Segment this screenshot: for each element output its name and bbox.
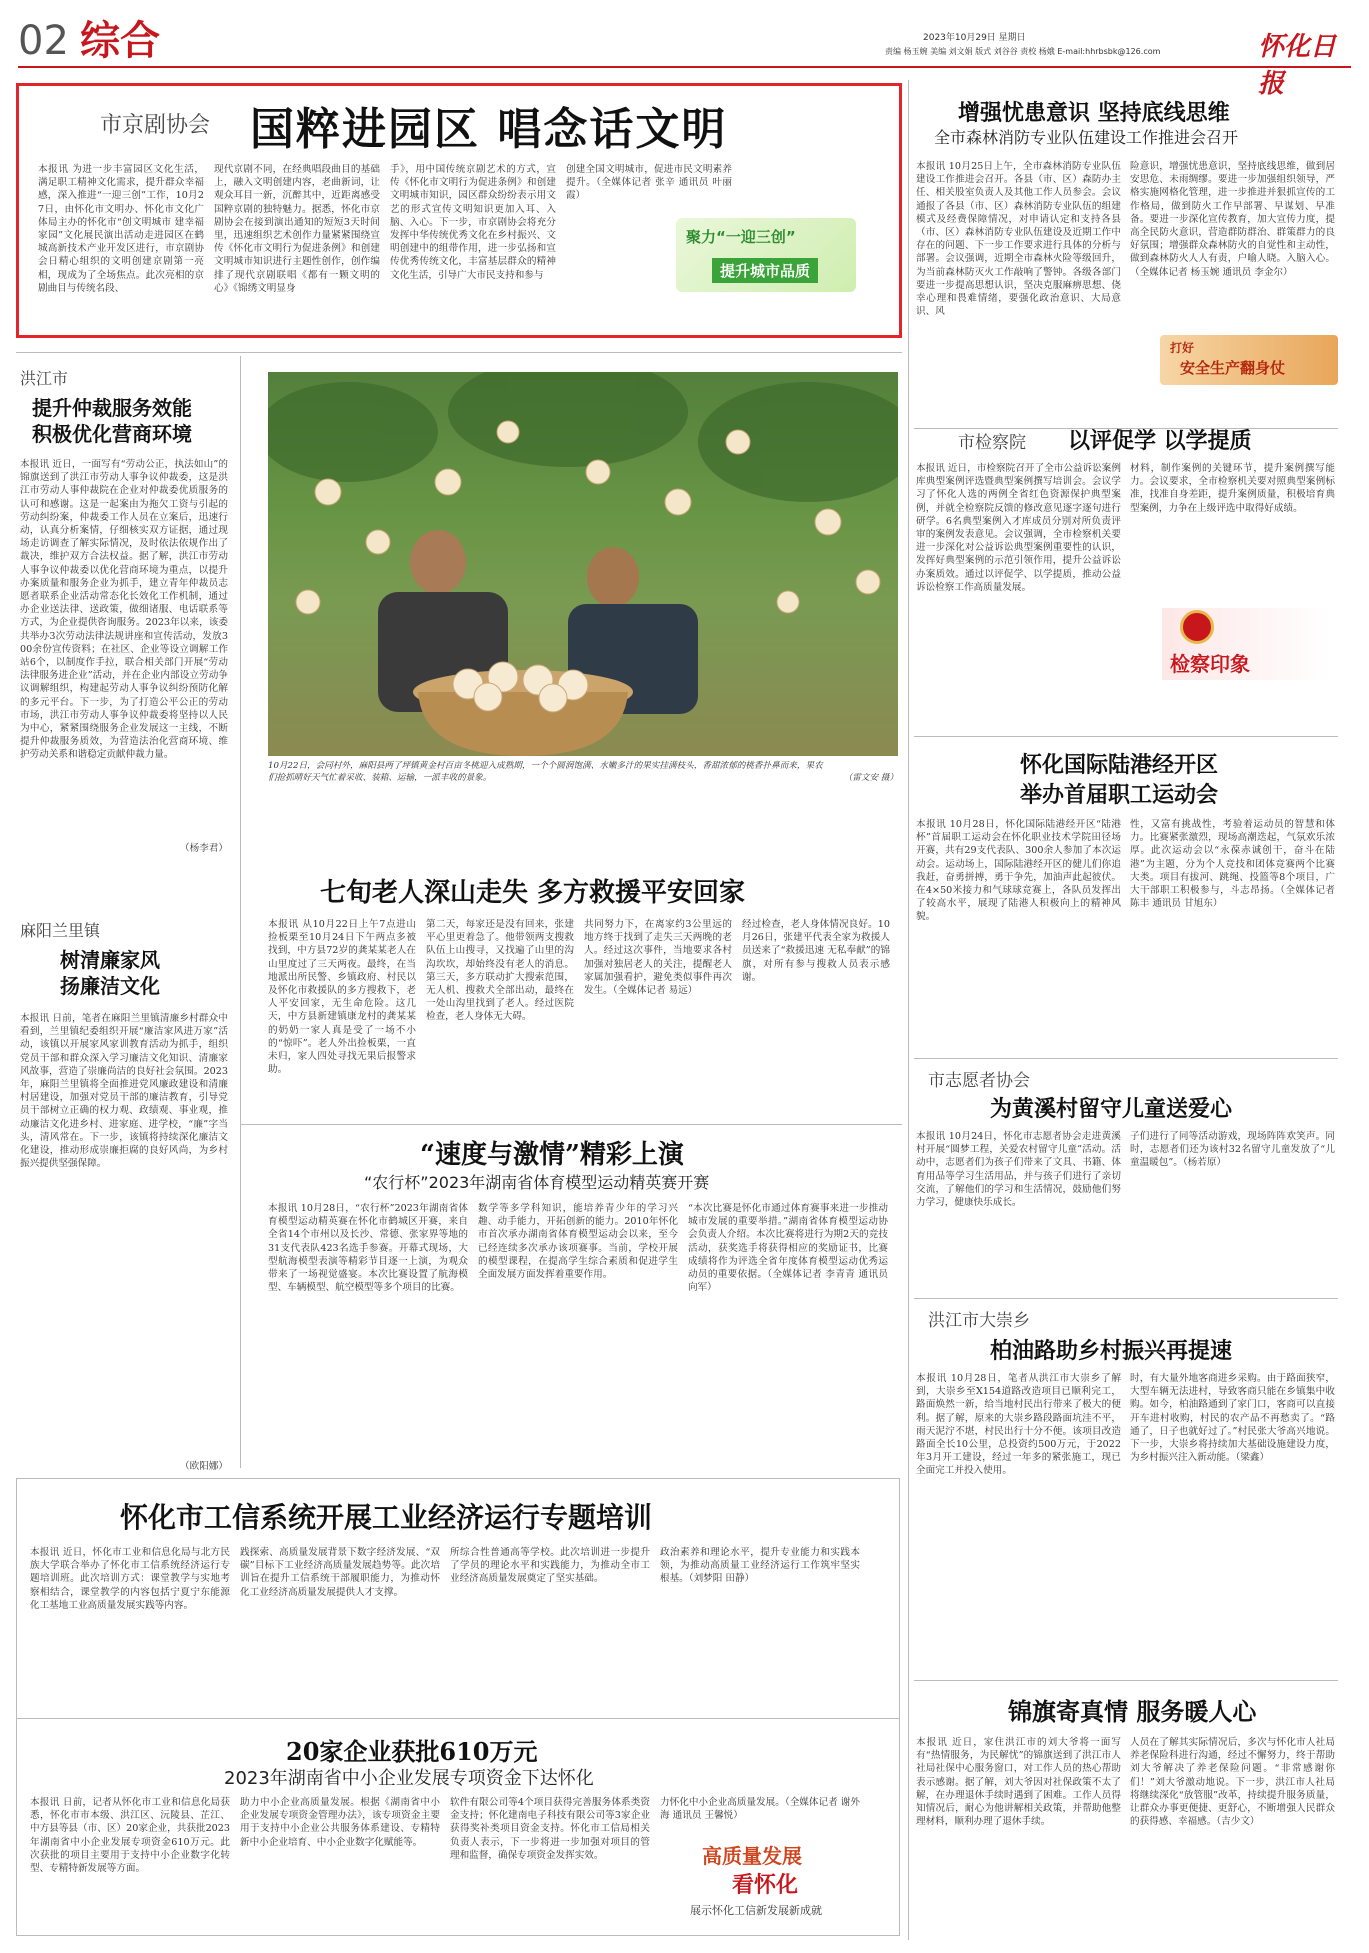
badge-label: 检察印象 — [1170, 652, 1250, 676]
article-body-col: 现代京剧不同，在经典唱段曲目的基础上，融入文明创建内容，老曲新词，让观众耳目一新，沉醉其中，近距离感受国粹京剧的独特魅力。据悉，怀化市京剧协会在接到演出通知的短短3天时间里，迅速组织艺术创作力量紧紧围绕宣传《怀化市文明行为促进条例》和创建文明城市知识进行主题性创作，创作编排了现代京剧联唱《都有一颗文明的心》《锦绣文明显身 — [214, 164, 380, 294]
article-body-col: 时，有大量外地客商进乡采购。由于路面狭窄，大型车辆无法进村，导致客商只能在乡镇集中收购。如今，柏油路通到了家门口，客商可以直接开车进村收购，村民的农产品不再愁卖了。“路通了，日子也就好过了。”村民张大爷高兴地说。下一步，大崇乡将持续加大基础设施建设力度，为乡村振兴注入新动能。（梁鑫） — [1130, 1373, 1335, 1464]
article-body-col: 本报讯 近日，家住洪江市的刘大爷将一面写有“热情服务，为民解忧”的锦旗送到了洪江市人社局社保中心服务窗口，对工作人员的热心帮助表示感谢。据了解，刘大爷因对社保政策不太了解，在办理退休手续时遇到了困难。工作人员得知情况后，耐心为他讲解相关政策，并帮助他整理材料，顺利办理了退休手续。 — [916, 1737, 1121, 1828]
masthead — [18, 18, 1351, 99]
article-headline: “速度与激情”精彩上演 — [420, 1140, 684, 1170]
article-body-col: 本报讯 日前，记者从怀化市工业和信息化局获悉，怀化市市本级、洪江区、沅陵县、芷江、中方县等县（市、区）20家企业，共获批2023年湖南省中小企业发展专项资金610万元。此次获批的项目主要用于支持中小企业数字化转型、专精特新发展等方面。 — [30, 1797, 230, 1875]
article-body-col: 软件有限公司等4个项目获得完善服务体系类资金支持；怀化建南电子科技有限公司等3家企业获得奖补类项目资金支持。怀化市工信局相关负责人表示，下一步将进一步加强对项目的管理和监督，确保专项资金发挥实效。 — [450, 1797, 650, 1861]
article-headline: 提升仲裁服务效能 — [32, 396, 192, 420]
newspaper-logo: 怀化日报 — [1258, 32, 1337, 99]
article-kicker: 麻阳兰里镇 — [20, 921, 101, 940]
article-headline: 怀化国际陆港经开区 — [1020, 752, 1219, 778]
article-kicker: 洪江市 — [20, 369, 69, 388]
article-body: 本报讯 日前，笔者在麻阳兰里镇清廉乡村群众中看到，兰里镇纪委组织开展“廉洁家风进万家”活动，该镇以开展家风家训教育活动为抓手，组织党员干部和群众深入学习廉洁文化知识、清廉家风故事，营造了崇廉尚洁的良好社会氛围。2023年，麻阳兰里镇将全面推进党风廉政建设和清廉村居建设，加强对党员干部的廉洁教育，引导党员干部树立正确的权力观、政绩观、事业观，推动廉洁文化进乡村、进家庭、进学校，“廉”字当头，清风常在。下一步，该镇将持续深化廉洁文化建设，推动形成崇廉拒腐的良好风尚，为乡村振兴提供坚强保障。 — [20, 1013, 228, 1170]
article-body-col: 创建全国文明城市，促进市民文明素养提升。（全媒体记者 张辛 通讯员 叶丽霞） — [566, 164, 732, 202]
article-body-col: 经过检查，老人身体情况良好。10月26日，张建平代表全家为救援人员送来了“救援迅速 无私奉献”的锦旗，对所有参与搜救人员表示感谢。 — [742, 919, 890, 983]
procuratorate-badge — [1162, 608, 1332, 680]
article-headline: 以评促学 以学提质 — [1068, 428, 1252, 454]
article-kicker: 洪江市大崇乡 — [928, 1311, 1030, 1331]
article-body-col: 本报讯 10月24日，怀化市志愿者协会走进黄溪村开展“圆梦工程，关爱农村留守儿童”活动。活动中，志愿者们为孩子们带来了文具、书籍、体育用品等学习生活用品，并与孩子们进行了亲切交流，了解他们的学习和生活情况，鼓励他们努力学习，健康快乐成长。 — [916, 1131, 1121, 1209]
article-body-col: 本报讯 10月28日，怀化国际陆港经开区“陆港杯”首届职工运动会在怀化职业技术学院田径场开赛，共有29支代表队、300余人参加了本次运动会。运动场上，国际陆港经开区的健儿们你追我赶，奋勇拼搏，勇于争先，加油声此起彼伏。在4×50米接力和气球球竞赛上，各队员发挥出了较高水平，展现了陆港人积极向上的精神风貌。 — [916, 819, 1121, 923]
banner-line-2: 安全生产翻身仗 — [1180, 359, 1286, 377]
article-headline: 积极优化营商环境 — [32, 422, 192, 446]
article-headline: 扬廉洁文化 — [60, 974, 160, 998]
badge-line-1: 聚力“一迎三创” — [686, 228, 796, 246]
issue-date: 2023年10月29日 星期日 — [923, 33, 1026, 43]
article-body-col: 第二天，每家还是没有回来，张建平心里更着急了。他带领两支搜救队伍上山搜寻，又找遍了山里的沟沟坎坎，却始终没有老人的消息。第三天，多方联动扩大搜索范围，无人机、搜救犬全部出动，最终在一处山沟里找到了老人。经过医院检查，老人身体无大碍。 — [426, 919, 574, 1023]
article-body-col: 本报讯 近日，怀化市工业和信息化局与北方民族大学联合举办了怀化市工信系统经济运行专题培训班。此次培训方式：课堂教学与实地考察相结合，课堂教学的内容包括宁夏宁东能源化工基地工业高质量发展实践等内容。 — [30, 1547, 230, 1611]
article-headline: 树清廉家风 — [60, 948, 160, 972]
badge-line-2: 看怀化 — [732, 1873, 799, 1898]
article-headline: 怀化市工信系统开展工业经济运行专题培训 — [120, 1501, 653, 1534]
article-body-col: 子们进行了同等活动游戏，现场阵阵欢笑声。同时，志愿者们还为该村32名留守儿童发放了“儿童温暖包”。（杨若原） — [1130, 1131, 1335, 1169]
article-body-col: 共同努力下，在离家约3公里远的地方终于找到了走失三天两晚的老人。经过这次事件，当地要求各村加强对独居老人的关注，提醒老人家属加强看护，避免类似事件再次发生。（全媒体记者 易远） — [584, 919, 732, 997]
article-body-col: 本报讯 10月28日，笔者从洪江市大崇乡了解到，大崇乡至X154道路改造项目已顺利完工，路面焕然一新，给当地村民出行带来了极大的便利。据了解，原来的大崇乡路段路面坑洼不平，雨天泥泞不堪，村民出行十分不便。该项目改造路面全长10公里，总投资约500万元，于2022年3月开工建设，经过一年多的紧张施工，现已全面完工并投入使用。 — [916, 1373, 1121, 1477]
article-body-col: 本报讯 从10月22日上午7点进山捡板栗至10月24日下午两点多被找到，中方县72岁的龚某某老人在山里度过了三天两夜。最终，在当地派出所民警、乡镇政府、村民以及怀化市救援队的多方搜救下，老人平安回家，无生命危险。这几天，中方县新建镇康龙村的龚某某的奶奶一家人真是受了一场不小的“惊吓”。老人外出捡板栗，一直未归，家人四处寻找无果后报警求助。 — [268, 919, 416, 1076]
article-headline: 锦旗寄真情 服务暖人心 — [1008, 1697, 1257, 1726]
article-body-col: 践探索、高质量发展背景下数字经济发展、“双碳”目标下工业经济高质量发展趋势等。此次培训旨在提升工信系统干部履职能力，为推动怀化工业经济高质量发展提供人才支撑。 — [240, 1547, 440, 1598]
article-body-col: 性，又富有挑战性，考验着运动员的智慧和体力。比赛紧张激烈，现场高潮迭起，气氛欢乐浓厚。此次运动会以“永葆赤诚创干，奋斗在陆港”为主题，分为个人竞技和团体竞赛两个比赛大类。项目有拔河、跳绳、投篮等8个项目，广大干部职工积极参与，斗志昂扬。（全媒体记者 陈丰 通讯员 甘旭东） — [1130, 819, 1335, 910]
article-body-col: 力怀化中小企业高质量发展。（全媒体记者 谢外海 通讯员 王馨悦） — [660, 1797, 860, 1822]
article-byline: （欧阳娜） — [180, 1461, 228, 1472]
article-headline: 七旬老人深山走失 多方救援平安回家 — [320, 878, 746, 908]
article-byline: （杨李君） — [180, 843, 228, 854]
article-body-col: 数学等多学科知识，能培养青少年的学习兴趣、动手能力，开拓创新的能力。2010年怀化市首次承办湖南省体育模型运动会以来，至今已经连续多次承办该项赛事。当前，学校开展的模型课程，在提高学生综合素质和促进学生全面发展方面发挥着重要作用。 — [478, 1203, 678, 1281]
article-body-col: 人员在了解其实际情况后，多次与怀化市人社局养老保险科进行沟通，经过不懈努力，终于帮助刘大爷解决了养老保险问题。“非常感谢你们！”刘大爷激动地说。下一步，洪江市人社局将继续深化“放管服”改革，持续提升服务质量，让群众办事更便捷、更舒心，不断增强人民群众的获得感、幸福感。（吉少文） — [1130, 1737, 1335, 1828]
article-body-col: 险意识，增强忧患意识，坚持底线思维，做到居安思危、未雨绸缪。要进一步加强组织领导，严格实施网格化管理，进一步推进并狠抓宣传的工作格局，做到防火工作早部署、早谋划、早准备。要进一步深化宣传教育，加大宣传力度，提高全民防火意识，营造群防群治、群策群力的良好氛围；增强群众森林防火的自觉性和主动性，做到森林防火人人有责，户喻人晓。入脑入心。（全媒体记者 杨玉婉 通讯员 李金尔） — [1130, 161, 1335, 278]
article-body-col: 本报讯 近日，市检察院召开了全市公益诉讼案例库典型案例评选暨典型案例撰写培训会。会议学习了怀化人选的两例全省红色资源保护典型案例，并就全检察院反馈的修改意见逐字逐句进行研学。6名典型案例入才库成员分别对所负责评审的案例发表意见。会议强调，全市检察机关要进一步深化对公益诉讼典型案例重要性的认识，发挥好典型案例的示范引领作用，提升公益诉讼办案质效。通过以评促学、以学提质，推动公益诉讼检察工作高质量发展。 — [916, 463, 1121, 593]
article-body-col: 本报讯 10月28日，“农行杯”2023年湖南省体育模型运动精英赛在怀化市鹤城区开赛，来自全省14个市州以及长沙、常德、张家界等地的31支代表队423名选手参赛。开幕式现场，大型航海模型表演等精彩节目逐一上演，为观众带来了一场视觉盛宴。本次比赛设置了航海模型、车辆模型、航空模型等多个项目的比赛。 — [268, 1203, 468, 1294]
badge-line-3: 展示怀化工信新发展新成就 — [690, 1904, 822, 1917]
article-subtitle: 2023年湖南省中小企业发展专项资金下达怀化 — [224, 1768, 594, 1789]
editor-credits: 责编 杨玉婉 美编 刘文娟 版式 刘谷谷 责校 杨娥 E-mail:hhrbsbk@126.com — [885, 47, 1161, 56]
article-headline: 增强忧患意识 坚持底线思维 — [958, 100, 1230, 126]
article-body-col: 本报讯 10月25日上午，全市森林消防专业队伍建设工作推进会召开。各县（市、区）森防办主任、相关股室负责人及其他工作人员参会。会议通报了各县（市、区）森林消防专业队伍的组建模式及经费保障情况，对申请认定和支持各县（市、区）森林消防专业队伍建设及近期工作中存在的问题、下一步工作要求进行具体的分析与部署。会议强调，近期全市森林火险等级回升，为当前森林防灭火工作敲响了警钟。各级各部门要进一步提高思想认识，坚决克服麻痹思想、侥幸心理和畏难情绪，要强化政治意识、大局意识、风 — [916, 161, 1121, 318]
article-body-col: 材料，制作案例的关键环节，提升案例撰写能力。会议要求，全市检察机关要对照典型案例标准，找准自身差距，提升案例质量，积极培育典型案例，力争在上级评选中取得好成绩。 — [1130, 463, 1335, 514]
article-body-col: “本次比赛是怀化市通过体育赛事来进一步推动城市发展的重要举措。”湖南省体育模型运动协会负责人介绍。本次比赛将进行为期2天的竞技活动，获奖选手将获得相应的奖励证书，比赛成绩将作为评选全省年度体育模型运动优秀运动员的重要依据。（全媒体记者 李青青 通讯员 向军） — [688, 1203, 888, 1294]
badge-line-1: 高质量发展 — [702, 1844, 802, 1868]
article-headline: 举办首届职工运动会 — [1020, 782, 1219, 808]
article-headline: 为黄溪村留守儿童送爱心 — [990, 1096, 1233, 1122]
article-subtitle: 全市森林消防专业队伍建设工作推进会召开 — [934, 128, 1239, 147]
campaign-badge — [676, 218, 856, 292]
photo-credit: （雷文安 摄） — [843, 773, 898, 783]
section-title: 综合 — [80, 18, 160, 64]
article-subtitle: “农行杯”2023年湖南省体育模型运动精英赛开赛 — [364, 1173, 710, 1192]
article-body: 本报讯 近日，一面写有“劳动公正，执法如山”的锦旗送到了洪江市劳动人事争议仲裁委，这是洪江市劳动人事仲裁院在企业对仲裁委优质服务的认可和感谢。这是一起案由为拖欠工资与引起的劳动纠纷案，仲裁委工作人员在立案后，迅速行动，认真分析案情，仔细核实双方证据，通过现场走访调查了解实际情况，及时依法依规作出了裁决，维护双方合法权益。据了解，洪江市劳动人事争议仲裁委以优化营商环境为重点，以提升办案质量和服务企业为抓手，建立青年仲裁员志愿者联系企业活动常态化长效化工作机制，通过办企业送法律、送政策，做细诸服、电话联系等方式，为企业提供咨询服务。2023年以来，该委共举办3次劳动法律法规讲座和宣传活动，发放300余份宣传资料；在社区、企业等设立调解工作站6个，以制度作手拉，联合相关部门开展“劳动法律服务进企业”活动，并在企业内部设立劳动争议调解组织，构建起劳动人事争议纠纷预防化解的多元平台。下一步，为了打造公平公正的劳动市场，洪江市劳动人事争议仲裁委将坚持以人民为中心，紧紧围绕服务企业发展这一主线，不断提升仲裁服务质效，为营造法治化营商环境、维护劳动关系和谐稳定贡献仲裁力量。 — [20, 459, 228, 761]
banner-line-1: 打好 — [1170, 341, 1195, 355]
article-headline: 国粹进园区 唱念话文明 — [250, 104, 728, 155]
badge-line-2: 提升城市品质 — [712, 258, 818, 283]
article-body-col: 手》，用中国传统京剧艺术的方式，宣传《怀化市文明行为促进条例》和创建文明城市知识，园区群众纷纷表示用文艺的形式宣传文明知识更加入耳、入脑、入心。下一步，市京剧协会将充分发挥中华传统优秀文化在乡村振兴、文明创建中的组带作用，进一步弘扬和宣传优秀传统文化，丰富基层群众的精神文化生活，引导广大市民支持和参与 — [390, 164, 556, 281]
article-body-col: 政治素养和理论水平，提升专业能力和实践本领，为推动高质量工业经济运行工作筑牢坚实根基。（刘梦阳 田静） — [660, 1547, 860, 1585]
article-body-col: 所综合性普通高等学校。此次培训进一步提升了学员的理论水平和实践能力，为推动全市工业经济高质量发展奠定了坚实基础。 — [450, 1547, 650, 1585]
article-body-col: 助力中小企业高质量发展。根据《湖南省中小企业发展专项资金管理办法》，该专项资金主要用于支持中小企业公共服务体系建设、专精特新中小企业培育、中小企业数字化赋能等。 — [240, 1797, 440, 1848]
article-body-col: 本报讯 为进一步丰富园区文化生活，满足职工精神文化需求，提升群众幸福感，深入推进“一迎三创”工作，10月27日，由怀化市文明办、怀化市文化广体局主办的怀化市“创文明城市 建幸福家园”文化展民演出活动走进园区在鹤城高新技术产业开发区进行，市京剧协会日精心组织的文明创建京剧第一亮相，现成为了全场焦点。此次亮相的京剧曲目与传统名段、 — [38, 164, 204, 294]
emblem-icon — [1180, 610, 1214, 644]
article-headline: 柏油路助乡村振兴再提速 — [990, 1338, 1233, 1364]
article-kicker: 市检察院 — [958, 433, 1026, 453]
page-number: 02 — [18, 18, 69, 64]
article-kicker: 市京剧协会 — [100, 113, 211, 138]
article-headline: 20家企业获批610万元 — [286, 1737, 538, 1766]
safety-banner — [1160, 335, 1338, 385]
article-kicker: 市志愿者协会 — [928, 1071, 1030, 1091]
quality-development-badge — [662, 1836, 862, 1922]
photo-caption: 10月22日，会同村外，麻阳县两了坪镇黄金村百亩冬桃迎入成熟期，一个个圆润饱满、水嫩多汁的果实挂满枝头，香甜浓郁的桃香扑鼻而来，果农们抢抓晴好天气忙着采收、装箱、运输，一派丰收的景象。 — [268, 761, 823, 783]
harvest-photo — [268, 372, 898, 756]
